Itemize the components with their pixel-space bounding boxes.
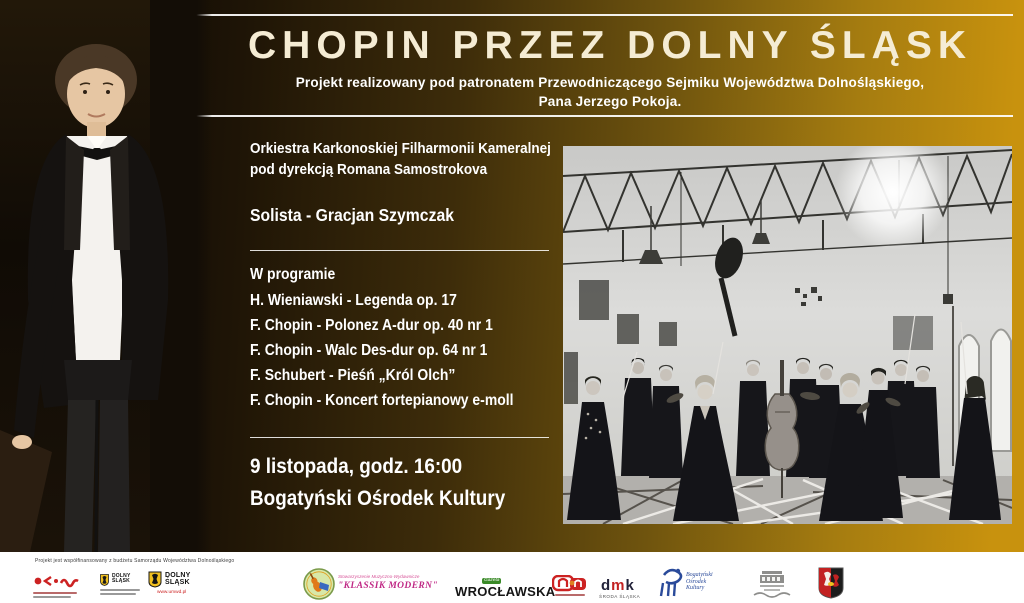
red-media-logo-icon: [552, 575, 588, 592]
dolnyslask-small-caption-bar: [100, 593, 136, 595]
sroda-slaska-caption: ŚRODA ŚLĄSKA: [599, 594, 641, 599]
gazeta-wroclawska-logo: [455, 578, 556, 601]
gazeta-wroclawska-name: WROCŁAWSKA: [455, 584, 556, 599]
bok-line1: Bogatyński: [686, 572, 713, 578]
coat-of-arms-icon: [818, 567, 844, 599]
dolnyslask-small-logo: [112, 574, 131, 584]
soloist-line: Solista - Gracjan Szymczak: [250, 205, 454, 225]
umwd-url: www.umwd.pl: [157, 590, 187, 595]
building-logo-icon: [752, 570, 792, 598]
floor: [563, 476, 1012, 524]
dmk-logo: [601, 578, 635, 593]
bok-line2: Ośrodek: [686, 578, 707, 585]
page-title: CHOPIN PRZEZ DOLNY ŚLĄSK: [248, 24, 972, 67]
event-date: 9 listopada, godz. 16:00: [250, 455, 463, 478]
pianist-photo: [0, 0, 212, 552]
dolnyslask-large-logo: [165, 572, 191, 586]
header-rule-bottom: [195, 115, 1013, 117]
klassik-modern-name: "KLASSIK MODERN": [338, 581, 439, 591]
dolnyslask-large-crest-icon: [148, 571, 162, 588]
okis-logo-icon: [33, 574, 81, 589]
program-item: F. Chopin - Polonez A-dur op. 40 nr 1: [250, 317, 493, 334]
subtitle-line-1: Projekt realizowany pod patronatem Przewodniczącego Sejmiku Województwa Dolnośląskiego,: [295, 75, 925, 90]
dmk-letter-k: k: [625, 577, 635, 594]
dolnyslask-large-line1: DOLNY: [165, 572, 191, 579]
divider-top: [250, 250, 549, 251]
program-heading: W programie: [250, 266, 336, 283]
dolnyslask-small-line2: ŚLĄSK: [112, 578, 130, 584]
program-item: F. Chopin - Walc Des-dur op. 64 nr 1: [250, 342, 488, 359]
gazeta-badge: Gazeta: [484, 578, 500, 583]
subtitle-line-2: Pana Jerzego Pokoja.: [538, 94, 682, 109]
orchestra-name: Orkiestra Karkonoskiej Filharmonii Kameralnej: [250, 140, 551, 157]
event-venue: Bogatyński Ośrodek Kultury: [250, 487, 506, 510]
dolnyslask-large-line2: ŚLĄSK: [165, 579, 190, 586]
klassik-modern-emblem-icon: [303, 568, 335, 600]
conductor-line: pod dyrekcją Romana Samostrokova: [250, 161, 488, 178]
program-item: H. Wieniawski - Legenda op. 17: [250, 292, 457, 309]
dmk-letter-d: d: [601, 577, 612, 594]
program-item: F. Chopin - Koncert fortepianowy e-moll: [250, 392, 514, 409]
program-item: F. Schubert - Pieśń „Król Olch”: [250, 367, 456, 384]
bok-logo-text: [686, 572, 713, 592]
red-logo-caption-bar: [555, 594, 585, 596]
okis-caption-bar: [33, 592, 77, 594]
dolnyslask-small-caption-bar: [100, 589, 140, 591]
header-rule-top: [195, 14, 1013, 16]
bok-logo-icon: [658, 567, 684, 597]
dolnyslask-small-line1: DOLNY: [112, 573, 131, 579]
footer-logo-strip: [0, 552, 1024, 603]
funding-note: Projekt jest współfinansowany z budżetu Samorządu Województwa Dolnośląskiego: [35, 558, 235, 564]
divider-bottom: [250, 437, 549, 438]
bok-line3: Kultury: [686, 585, 705, 591]
orchestra-photo: [563, 146, 1012, 524]
dmk-letter-m: m: [611, 577, 626, 594]
dolnyslask-small-crest-icon: [100, 574, 109, 586]
klassik-association-line: Stowarzyszenie Muzyczno-Wydawnicze: [338, 574, 420, 579]
okis-caption-bar: [33, 596, 71, 598]
